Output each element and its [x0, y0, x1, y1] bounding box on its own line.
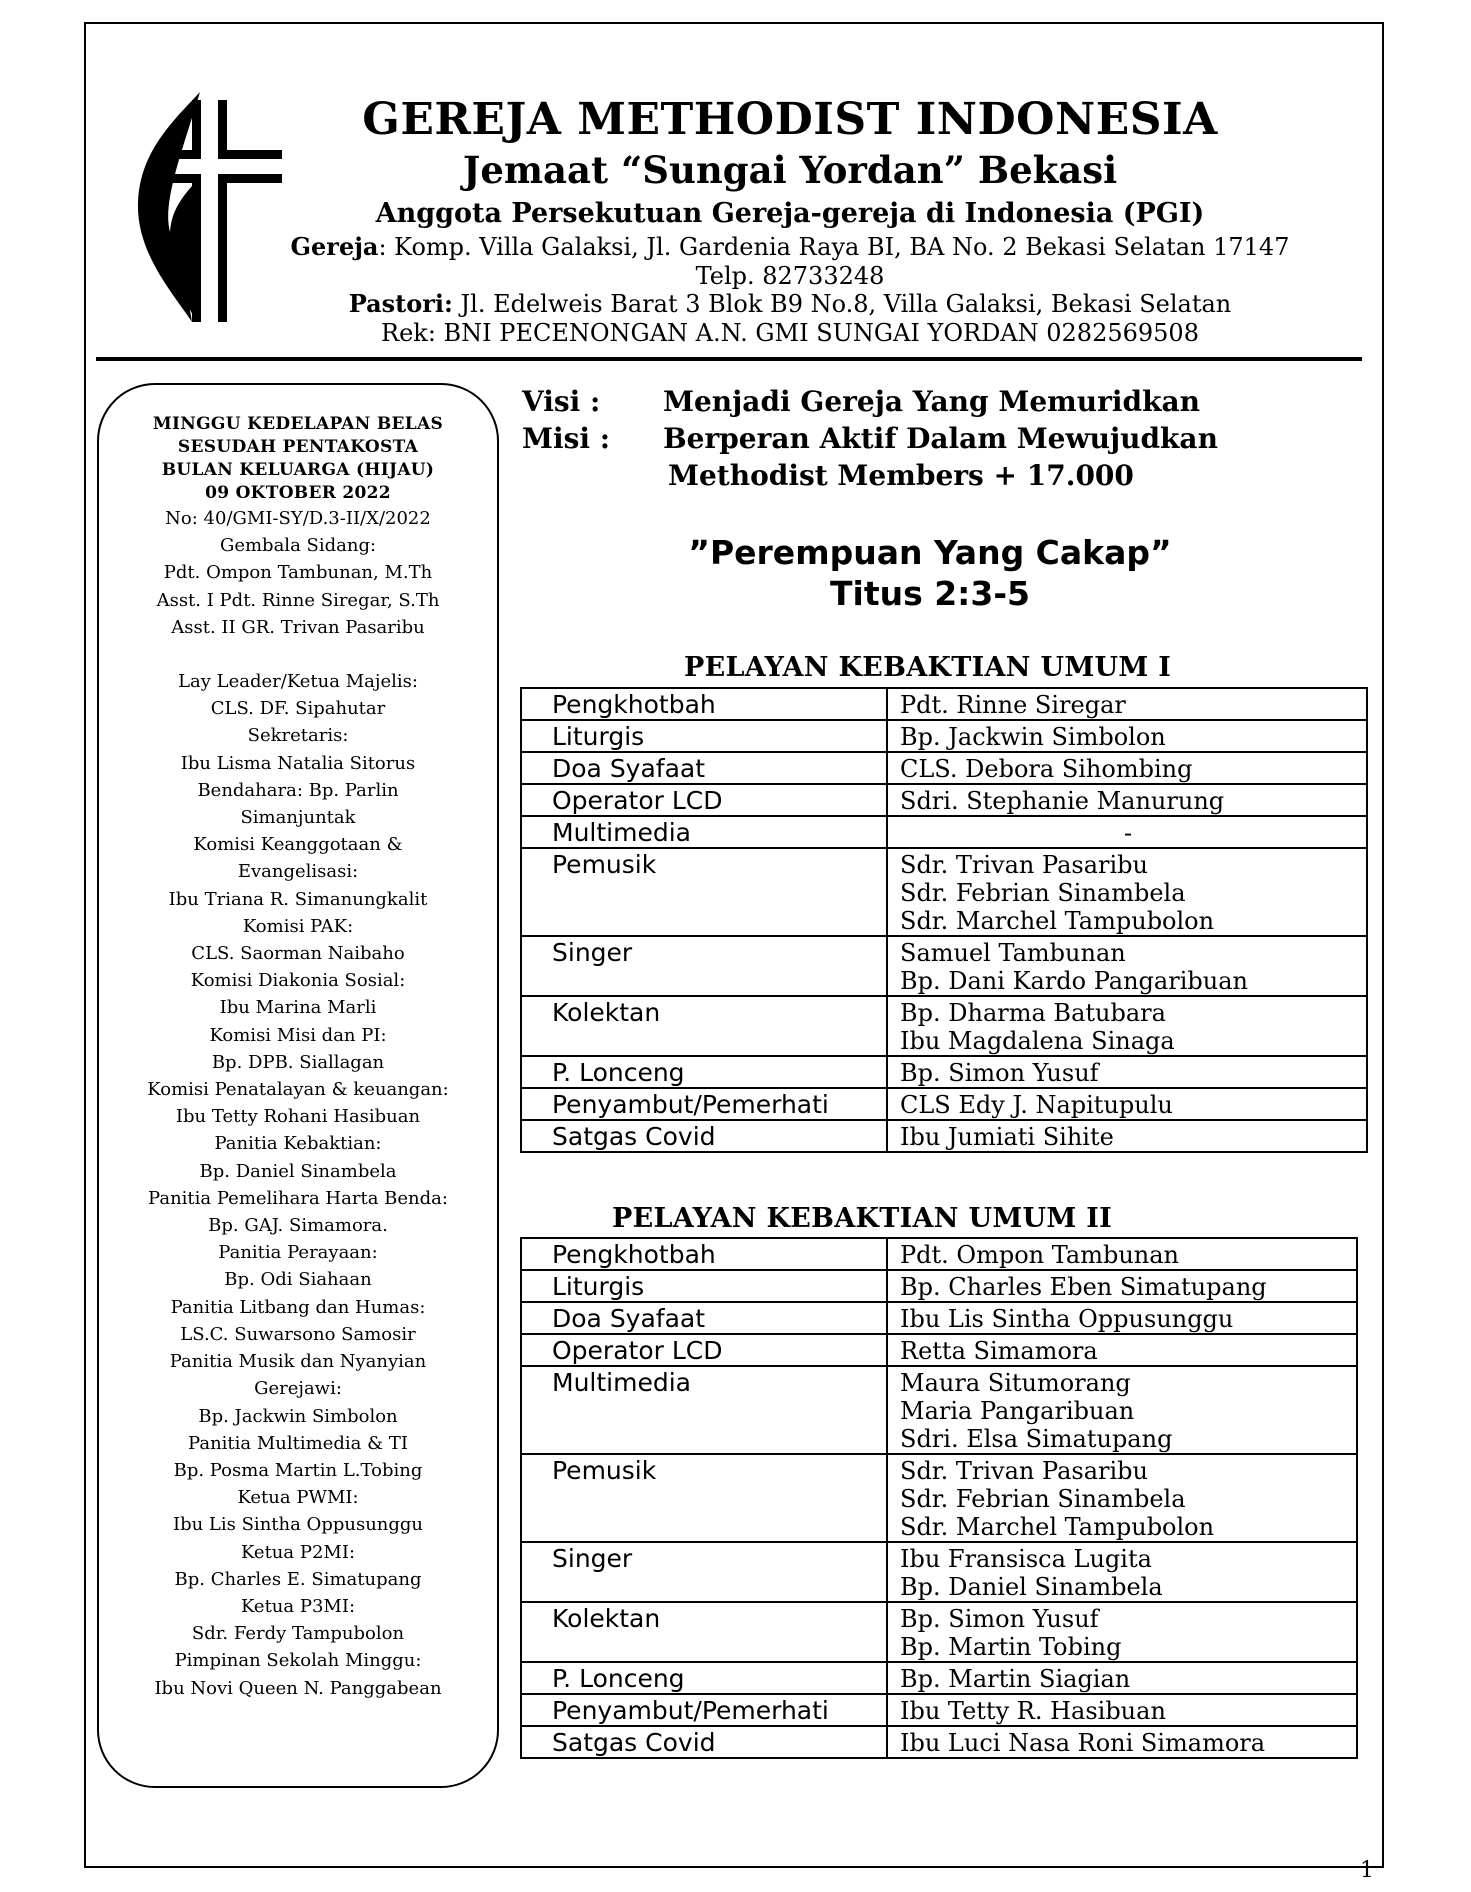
role-cell: Pengkhotbah [521, 1238, 887, 1270]
sidebar-line: Ibu Novi Queen N. Panggabean [154, 1677, 442, 1699]
role-cell: Kolektan [521, 1602, 887, 1662]
role-cell: Kolektan [521, 996, 887, 1056]
people-cell [887, 1366, 1357, 1454]
table-row [521, 1454, 1357, 1542]
table-row [521, 1238, 1357, 1270]
bank-account: Rek: BNI PECENONGAN A.N. GMI SUNGAI YORDAN 0282569508 [381, 319, 1199, 347]
sidebar-line: Sdr. Ferdy Tampubolon [191, 1623, 405, 1645]
sidebar-line: Asst. I Pdt. Rinne Siregar, S.Th [156, 589, 440, 611]
table-row [521, 1334, 1357, 1366]
people-cell [887, 936, 1367, 996]
people-cell [887, 784, 1367, 816]
person-name: Ibu Jumiati Sihite [900, 1123, 1114, 1151]
sidebar-date: 09 OKTOBER 2022 [205, 483, 391, 503]
church-address-text: : Komp. Villa Galaksi, Jl. Gardenia Raya BI, BA No. 2 Bekasi Selatan 17147 [378, 233, 1290, 261]
sidebar-line: Simanjuntak [240, 807, 356, 829]
congregation-name: Jemaat “Sungai Yordan” Bekasi [462, 148, 1118, 192]
sidebar-line: Panitia Kebaktian: [214, 1133, 382, 1155]
vision-label: Visi : [522, 385, 601, 418]
church-label: Gereja [290, 232, 379, 261]
table-row [521, 1694, 1357, 1726]
parsonage-label: Pastori: [348, 289, 453, 318]
table-row [521, 1602, 1357, 1662]
sidebar-line: No: 40/GMI-SY/D.3-II/X/2022 [165, 508, 431, 529]
role-cell: Singer [521, 936, 887, 996]
sidebar-line: Komisi Misi dan PI: [209, 1024, 387, 1046]
table-row [521, 1088, 1367, 1120]
vision-text: Menjadi Gereja Yang Memuridkan [663, 385, 1201, 418]
person-name: CLS Edy J. Napitupulu [900, 1091, 1173, 1119]
sidebar-line: Bp. Jackwin Simbolon [198, 1405, 398, 1427]
page-number: 1 [1360, 1858, 1374, 1883]
person-name: Bp. Martin Tobing [900, 1633, 1122, 1661]
person-name: Samuel Tambunan [900, 939, 1126, 967]
person-name: Sdri. Stephanie Manurung [900, 787, 1225, 815]
membership-line: Anggota Persekutuan Gereja-gereja di Indonesia (PGI) [375, 198, 1205, 229]
sidebar-line: Sekretaris: [247, 725, 349, 747]
sidebar-line: Panitia Litbang dan Humas: [170, 1296, 426, 1318]
people-cell [887, 1334, 1357, 1366]
sidebar-line: Evangelisasi: [237, 861, 359, 883]
person-name: Pdt. Rinne Siregar [900, 691, 1126, 719]
role-cell: Pemusik [521, 1454, 887, 1542]
people-cell [887, 996, 1367, 1056]
people-cell [887, 1454, 1357, 1542]
people-cell [887, 1088, 1367, 1120]
sidebar-line: Ketua P2MI: [240, 1541, 356, 1563]
person-name: Ibu Tetty R. Hasibuan [900, 1697, 1166, 1725]
sidebar-line: Bp. Charles E. Simatupang [174, 1568, 422, 1590]
table-row [521, 816, 1367, 848]
role-cell: Satgas Covid [521, 1726, 887, 1758]
person-name: Bp. Jackwin Simbolon [900, 723, 1166, 751]
person-name: Bp. Charles Eben Simatupang [900, 1273, 1267, 1301]
church-address [290, 232, 1290, 261]
table-row [521, 1056, 1367, 1088]
people-cell [887, 720, 1367, 752]
table-row [521, 688, 1367, 720]
people-cell [887, 1694, 1357, 1726]
service2-title: PELAYAN KEBAKTIAN UMUM II [612, 1203, 1113, 1234]
role-cell: Operator LCD [521, 784, 887, 816]
role-cell: Pengkhotbah [521, 688, 887, 720]
people-cell [887, 1542, 1357, 1602]
person-name: Bp. Simon Yusuf [900, 1605, 1099, 1633]
person-name: Bp. Martin Siagian [900, 1665, 1131, 1693]
sidebar-line: Komisi Diakonia Sosial: [190, 970, 406, 992]
table-row [521, 1542, 1357, 1602]
sidebar-title-3: BULAN KELUARGA (HIJAU) [161, 460, 435, 480]
sidebar-line: LS.C. Suwarsono Samosir [180, 1323, 416, 1345]
role-cell: Singer [521, 1542, 887, 1602]
table-row [521, 1662, 1357, 1694]
cross-and-flame-logo [132, 92, 282, 322]
people-cell [887, 1662, 1357, 1694]
sidebar-line: CLS. DF. Sipahutar [210, 698, 386, 720]
sidebar-title-1: MINGGU KEDELAPAN BELAS [152, 414, 444, 434]
person-name: - [1123, 819, 1133, 847]
sermon-verse: Titus 2:3-5 [830, 574, 1030, 613]
role-cell: Penyambut/Pemerhati [521, 1088, 887, 1120]
table-row [521, 996, 1367, 1056]
service1-table [520, 687, 1368, 1153]
person-name: Sdr. Trivan Pasaribu [900, 851, 1148, 879]
service1-title: PELAYAN KEBAKTIAN UMUM I [684, 652, 1172, 683]
sermon-theme: ”Perempuan Yang Cakap” [688, 533, 1172, 572]
role-cell: Penyambut/Pemerhati [521, 1694, 887, 1726]
sidebar-line: Ketua PWMI: [237, 1487, 359, 1509]
sidebar-line: Komisi Keanggotaan & [193, 834, 403, 856]
people-cell [887, 688, 1367, 720]
parsonage-address-text: Jl. Edelweis Barat 3 Blok B9 No.8, Villa Galaksi, Bekasi Selatan [452, 290, 1232, 318]
sidebar-line: Gembala Sidang: [219, 535, 377, 557]
person-name: Bp. Simon Yusuf [900, 1059, 1099, 1087]
sidebar-line: Ibu Lis Sintha Oppusunggu [172, 1514, 424, 1536]
sidebar-line: Ketua P3MI: [240, 1595, 356, 1617]
person-name: Sdr. Marchel Tampubolon [900, 1513, 1215, 1541]
table-row [521, 720, 1367, 752]
person-name: Ibu Magdalena Sinaga [900, 1027, 1175, 1055]
people-cell [887, 1056, 1367, 1088]
people-cell [887, 1602, 1357, 1662]
header-rule [96, 357, 1362, 361]
table-row [521, 936, 1367, 996]
table-row [521, 848, 1367, 936]
people-cell [887, 1238, 1357, 1270]
sidebar-line: Komisi Penatalayan & keuangan: [147, 1079, 449, 1101]
people-cell [887, 752, 1367, 784]
table-row [521, 1270, 1357, 1302]
sidebar-line: Panitia Multimedia & TI [188, 1432, 408, 1454]
sidebar-line: Ibu Marina Marli [219, 997, 377, 1019]
role-cell: Pemusik [521, 848, 887, 936]
person-name: Ibu Fransisca Lugita [900, 1545, 1152, 1573]
service2-table [520, 1237, 1358, 1759]
sidebar-line: Gerejawi: [254, 1378, 342, 1400]
person-name: Bp. Dani Kardo Pangaribuan [900, 967, 1248, 995]
person-name: Sdr. Febrian Sinambela [900, 1485, 1186, 1513]
role-cell: Multimedia [521, 816, 887, 848]
table-row [521, 752, 1367, 784]
role-cell: Liturgis [521, 720, 887, 752]
person-name: Sdr. Febrian Sinambela [900, 879, 1186, 907]
role-cell: P. Lonceng [521, 1056, 887, 1088]
table-row [521, 784, 1367, 816]
role-cell: P. Lonceng [521, 1662, 887, 1694]
sidebar-line: Bendahara: Bp. Parlin [197, 779, 399, 801]
table-row [521, 1120, 1367, 1152]
sidebar-title-2: SESUDAH PENTAKOSTA [177, 437, 419, 457]
person-name: Pdt. Ompon Tambunan [900, 1241, 1179, 1269]
person-name: Sdr. Marchel Tampubolon [900, 907, 1215, 935]
people-cell [887, 1270, 1357, 1302]
sidebar-line: CLS. Saorman Naibaho [191, 943, 405, 965]
table-row [521, 1366, 1357, 1454]
role-cell: Multimedia [521, 1366, 887, 1454]
mission-label: Misi : [522, 422, 611, 455]
people-cell [887, 1120, 1367, 1152]
sidebar-line: Bp. DPB. Siallagan [211, 1051, 385, 1073]
sidebar-line: Panitia Pemelihara Harta Benda: [148, 1187, 448, 1209]
sidebar-line: Ibu Triana R. Simanungkalit [168, 888, 428, 910]
person-name: Ibu Lis Sintha Oppusunggu [900, 1305, 1234, 1333]
sidebar-line: Pimpinan Sekolah Minggu: [174, 1650, 422, 1672]
person-name: Ibu Luci Nasa Roni Simamora [900, 1729, 1266, 1757]
person-name: Bp. Dharma Batubara [900, 999, 1166, 1027]
sidebar-line: Bp. Daniel Sinambela [199, 1160, 397, 1182]
role-cell: Satgas Covid [521, 1120, 887, 1152]
person-name: CLS. Debora Sihombing [900, 755, 1193, 783]
people-cell [887, 848, 1367, 936]
role-cell: Doa Syafaat [521, 1302, 887, 1334]
role-cell: Operator LCD [521, 1334, 887, 1366]
parsonage-address [290, 289, 1290, 318]
sidebar-line: Ibu Lisma Natalia Sitorus [180, 752, 416, 774]
mission-text: Berperan Aktif Dalam Mewujudkan [663, 422, 1218, 455]
sidebar-line: Ibu Tetty Rohani Hasibuan [175, 1106, 421, 1128]
table-row [521, 1726, 1357, 1758]
sidebar-line: Pdt. Ompon Tambunan, M.Th [163, 562, 433, 584]
person-name: Retta Simamora [900, 1337, 1098, 1365]
people-cell [887, 1302, 1357, 1334]
sidebar-line: Panitia Musik dan Nyanyian [169, 1351, 427, 1373]
person-name: Maria Pangaribuan [900, 1397, 1135, 1425]
people-cell [887, 1726, 1357, 1758]
person-name: Maura Situmorang [900, 1369, 1131, 1397]
sidebar-line: Lay Leader/Ketua Majelis: [178, 671, 418, 693]
sidebar-line: Komisi PAK: [242, 915, 354, 937]
sidebar-line: Bp. GAJ. Simamora. [208, 1215, 388, 1237]
sidebar-content [105, 413, 491, 1702]
person-name: Sdr. Trivan Pasaribu [900, 1457, 1148, 1485]
role-cell: Doa Syafaat [521, 752, 887, 784]
role-cell: Liturgis [521, 1270, 887, 1302]
person-name: Bp. Daniel Sinambela [900, 1573, 1163, 1601]
person-name: Sdri. Elsa Simatupang [900, 1425, 1173, 1453]
phone: Telp. 82733248 [695, 262, 885, 290]
sidebar-line: Bp. Odi Siahaan [224, 1269, 372, 1291]
sidebar-line: Panitia Perayaan: [218, 1242, 378, 1264]
table-row [521, 1302, 1357, 1334]
church-name: GEREJA METHODIST INDONESIA [362, 94, 1218, 145]
mission-text-2: Methodist Members + 17.000 [668, 459, 1134, 492]
people-cell [887, 816, 1367, 848]
sidebar-line: Bp. Posma Martin L.Tobing [173, 1459, 423, 1481]
sidebar-line: Asst. II GR. Trivan Pasaribu [171, 616, 425, 638]
